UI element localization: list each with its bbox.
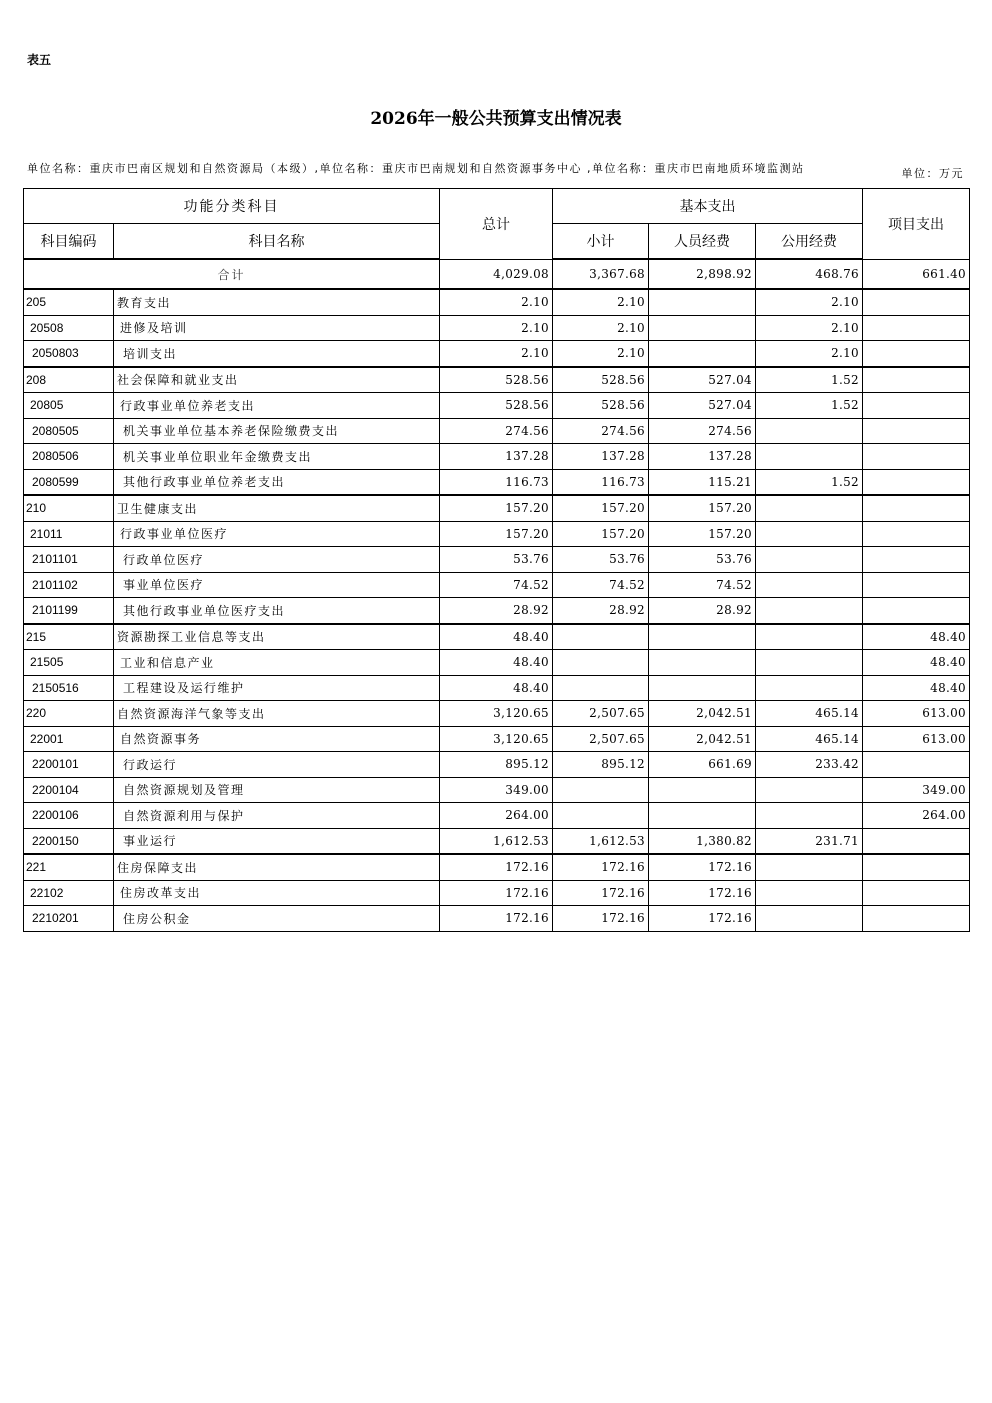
cell-total: 349.00	[440, 777, 553, 803]
cell-public	[756, 572, 863, 598]
cell-code: 2101101	[24, 547, 114, 573]
cell-total: 274.56	[440, 418, 553, 444]
cell-project	[863, 444, 970, 470]
table-row	[24, 393, 970, 419]
cell-subtotal: 2.10	[553, 315, 649, 341]
cell-code: 208	[24, 367, 114, 393]
cell-personnel	[649, 777, 756, 803]
cell-personnel: 172.16	[649, 906, 756, 932]
cell-total: 157.20	[440, 521, 553, 547]
cell-name: 资源勘探工业信息等支出	[114, 624, 440, 650]
cell-subtotal: 274.56	[553, 418, 649, 444]
total-total: 4,029.08	[440, 259, 553, 289]
cell-public: 233.42	[756, 752, 863, 778]
cell-project	[863, 906, 970, 932]
cell-project: 48.40	[863, 675, 970, 701]
cell-code: 210	[24, 495, 114, 521]
cell-project: 48.40	[863, 624, 970, 650]
cell-subtotal: 28.92	[553, 598, 649, 624]
table-row	[24, 906, 970, 932]
code-header: 科目编码	[24, 224, 114, 260]
table-row	[24, 726, 970, 752]
cell-subtotal: 895.12	[553, 752, 649, 778]
cell-name: 住房改革支出	[114, 880, 440, 906]
cell-total: 3,120.65	[440, 726, 553, 752]
cell-code: 2101199	[24, 598, 114, 624]
cell-personnel: 1,380.82	[649, 828, 756, 854]
cell-project	[863, 469, 970, 495]
table-row	[24, 572, 970, 598]
table-row	[24, 418, 970, 444]
project-expenditure-header: 项目支出	[863, 189, 970, 260]
cell-subtotal: 1,612.53	[553, 828, 649, 854]
cell-total: 53.76	[440, 547, 553, 573]
table-row	[24, 521, 970, 547]
cell-code: 215	[24, 624, 114, 650]
cell-name: 行政事业单位医疗	[114, 521, 440, 547]
table-row	[24, 675, 970, 701]
cell-public: 1.52	[756, 393, 863, 419]
cell-subtotal	[553, 777, 649, 803]
cell-subtotal: 53.76	[553, 547, 649, 573]
cell-code: 20508	[24, 315, 114, 341]
cell-subtotal: 2.10	[553, 341, 649, 367]
cell-code: 221	[24, 854, 114, 880]
cell-personnel: 527.04	[649, 393, 756, 419]
cell-personnel: 137.28	[649, 444, 756, 470]
cell-subtotal	[553, 624, 649, 650]
cell-project	[863, 367, 970, 393]
cell-name: 培训支出	[114, 341, 440, 367]
cell-personnel	[649, 315, 756, 341]
cell-subtotal: 157.20	[553, 521, 649, 547]
cell-subtotal: 2.10	[553, 289, 649, 315]
cell-project: 613.00	[863, 726, 970, 752]
table-row	[24, 598, 970, 624]
cell-total: 137.28	[440, 444, 553, 470]
cell-code: 21505	[24, 650, 114, 676]
cell-public: 2.10	[756, 289, 863, 315]
cell-project	[863, 828, 970, 854]
cell-subtotal: 2,507.65	[553, 701, 649, 727]
cell-public: 1.52	[756, 469, 863, 495]
cell-name: 进修及培训	[114, 315, 440, 341]
function-category-header: 功能分类科目	[24, 189, 440, 224]
cell-subtotal: 528.56	[553, 367, 649, 393]
cell-personnel: 2,042.51	[649, 701, 756, 727]
table-row	[24, 341, 970, 367]
cell-personnel	[649, 289, 756, 315]
table-label: 表五	[27, 53, 52, 67]
cell-name: 自然资源利用与保护	[114, 803, 440, 829]
cell-total: 895.12	[440, 752, 553, 778]
cell-personnel: 2,042.51	[649, 726, 756, 752]
cell-subtotal: 137.28	[553, 444, 649, 470]
table-row	[24, 650, 970, 676]
cell-code: 2210201	[24, 906, 114, 932]
cell-total: 528.56	[440, 393, 553, 419]
table-row	[24, 777, 970, 803]
cell-public	[756, 444, 863, 470]
table-row	[24, 469, 970, 495]
unit-names-line: 单位名称：重庆市巴南区规划和自然资源局（本级）,单位名称：重庆市巴南规划和自然资源事务中心 ,单位名称：重庆市巴南地质环境监测站	[27, 162, 805, 175]
cell-public	[756, 521, 863, 547]
cell-name: 行政事业单位养老支出	[114, 393, 440, 419]
personnel-header: 人员经费	[649, 224, 756, 260]
cell-personnel	[649, 803, 756, 829]
cell-subtotal: 74.52	[553, 572, 649, 598]
cell-code: 2080505	[24, 418, 114, 444]
cell-total: 172.16	[440, 880, 553, 906]
cell-project	[863, 547, 970, 573]
cell-total: 48.40	[440, 650, 553, 676]
cell-personnel: 172.16	[649, 880, 756, 906]
cell-project	[863, 315, 970, 341]
cell-code: 20805	[24, 393, 114, 419]
cell-subtotal: 116.73	[553, 469, 649, 495]
table-row	[24, 495, 970, 521]
cell-total: 74.52	[440, 572, 553, 598]
cell-project	[863, 495, 970, 521]
cell-total: 2.10	[440, 289, 553, 315]
cell-total: 264.00	[440, 803, 553, 829]
header-row-1	[24, 189, 970, 224]
cell-subtotal: 528.56	[553, 393, 649, 419]
cell-subtotal: 172.16	[553, 854, 649, 880]
cell-code: 2080506	[24, 444, 114, 470]
cell-public	[756, 547, 863, 573]
cell-name: 教育支出	[114, 289, 440, 315]
total-subtotal: 3,367.68	[553, 259, 649, 289]
cell-project	[863, 854, 970, 880]
table-row	[24, 880, 970, 906]
cell-total: 2.10	[440, 315, 553, 341]
cell-project	[863, 418, 970, 444]
cell-public	[756, 624, 863, 650]
cell-public	[756, 854, 863, 880]
basic-expenditure-header: 基本支出	[553, 189, 863, 224]
table-row	[24, 701, 970, 727]
total-header: 总计	[440, 189, 553, 260]
cell-personnel: 53.76	[649, 547, 756, 573]
cell-total: 3,120.65	[440, 701, 553, 727]
total-project: 661.40	[863, 259, 970, 289]
cell-subtotal: 2,507.65	[553, 726, 649, 752]
table-row	[24, 624, 970, 650]
cell-total: 528.56	[440, 367, 553, 393]
cell-code: 2200104	[24, 777, 114, 803]
cell-project	[863, 752, 970, 778]
cell-project: 613.00	[863, 701, 970, 727]
cell-code: 22102	[24, 880, 114, 906]
cell-personnel	[649, 675, 756, 701]
cell-total: 1,612.53	[440, 828, 553, 854]
cell-public	[756, 650, 863, 676]
cell-project: 264.00	[863, 803, 970, 829]
table-row	[24, 289, 970, 315]
table-row	[24, 854, 970, 880]
budget-table	[23, 188, 970, 932]
cell-personnel: 274.56	[649, 418, 756, 444]
cell-personnel: 115.21	[649, 469, 756, 495]
cell-total: 2.10	[440, 341, 553, 367]
total-row	[24, 259, 970, 289]
cell-project: 349.00	[863, 777, 970, 803]
cell-name: 机关事业单位职业年金缴费支出	[114, 444, 440, 470]
cell-code: 2200106	[24, 803, 114, 829]
cell-project	[863, 521, 970, 547]
cell-project	[863, 572, 970, 598]
cell-project	[863, 598, 970, 624]
cell-public	[756, 906, 863, 932]
cell-code: 22001	[24, 726, 114, 752]
name-header: 科目名称	[114, 224, 440, 260]
cell-personnel: 172.16	[649, 854, 756, 880]
cell-code: 220	[24, 701, 114, 727]
cell-project	[863, 289, 970, 315]
cell-personnel: 157.20	[649, 495, 756, 521]
cell-subtotal	[553, 675, 649, 701]
cell-name: 卫生健康支出	[114, 495, 440, 521]
cell-project	[863, 880, 970, 906]
cell-total: 48.40	[440, 675, 553, 701]
public-header: 公用经费	[756, 224, 863, 260]
cell-total: 157.20	[440, 495, 553, 521]
table-row	[24, 828, 970, 854]
cell-code: 2050803	[24, 341, 114, 367]
total-personnel: 2,898.92	[649, 259, 756, 289]
currency-unit: 单位：万元	[901, 167, 964, 180]
cell-public	[756, 880, 863, 906]
cell-personnel	[649, 341, 756, 367]
cell-name: 行政运行	[114, 752, 440, 778]
cell-name: 工程建设及运行维护	[114, 675, 440, 701]
cell-public	[756, 803, 863, 829]
cell-personnel: 28.92	[649, 598, 756, 624]
cell-code: 2080599	[24, 469, 114, 495]
cell-name: 自然资源事务	[114, 726, 440, 752]
cell-code: 2200150	[24, 828, 114, 854]
cell-name: 其他行政事业单位医疗支出	[114, 598, 440, 624]
cell-subtotal	[553, 650, 649, 676]
cell-public	[756, 777, 863, 803]
table-body	[24, 259, 970, 931]
cell-personnel: 157.20	[649, 521, 756, 547]
cell-total: 48.40	[440, 624, 553, 650]
cell-public: 231.71	[756, 828, 863, 854]
cell-personnel: 527.04	[649, 367, 756, 393]
cell-public: 465.14	[756, 701, 863, 727]
table-row	[24, 367, 970, 393]
cell-personnel: 74.52	[649, 572, 756, 598]
cell-project	[863, 393, 970, 419]
total-label: 合计	[24, 259, 440, 289]
cell-total: 28.92	[440, 598, 553, 624]
cell-name: 住房公积金	[114, 906, 440, 932]
total-public: 468.76	[756, 259, 863, 289]
cell-name: 自然资源规划及管理	[114, 777, 440, 803]
table-row	[24, 444, 970, 470]
cell-code: 2150516	[24, 675, 114, 701]
cell-code: 21011	[24, 521, 114, 547]
table-row	[24, 803, 970, 829]
cell-name: 其他行政事业单位养老支出	[114, 469, 440, 495]
cell-personnel: 661.69	[649, 752, 756, 778]
cell-public	[756, 675, 863, 701]
cell-public	[756, 598, 863, 624]
cell-total: 172.16	[440, 854, 553, 880]
cell-name: 工业和信息产业	[114, 650, 440, 676]
cell-code: 2200101	[24, 752, 114, 778]
cell-name: 机关事业单位基本养老保险缴费支出	[114, 418, 440, 444]
cell-subtotal: 157.20	[553, 495, 649, 521]
table-row	[24, 752, 970, 778]
page-title: 2026年一般公共预算支出情况表	[370, 109, 622, 129]
cell-project: 48.40	[863, 650, 970, 676]
cell-personnel	[649, 650, 756, 676]
cell-code: 2101102	[24, 572, 114, 598]
cell-subtotal: 172.16	[553, 906, 649, 932]
cell-name: 住房保障支出	[114, 854, 440, 880]
cell-subtotal: 172.16	[553, 880, 649, 906]
table-row	[24, 547, 970, 573]
cell-public	[756, 495, 863, 521]
cell-total: 116.73	[440, 469, 553, 495]
cell-project	[863, 341, 970, 367]
cell-public: 2.10	[756, 315, 863, 341]
cell-name: 行政单位医疗	[114, 547, 440, 573]
cell-name: 事业单位医疗	[114, 572, 440, 598]
cell-subtotal	[553, 803, 649, 829]
cell-personnel	[649, 624, 756, 650]
cell-code: 205	[24, 289, 114, 315]
cell-name: 事业运行	[114, 828, 440, 854]
cell-public: 465.14	[756, 726, 863, 752]
cell-name: 社会保障和就业支出	[114, 367, 440, 393]
cell-name: 自然资源海洋气象等支出	[114, 701, 440, 727]
cell-total: 172.16	[440, 906, 553, 932]
cell-public: 2.10	[756, 341, 863, 367]
subtotal-header: 小计	[553, 224, 649, 260]
table-row	[24, 315, 970, 341]
cell-public	[756, 418, 863, 444]
cell-public: 1.52	[756, 367, 863, 393]
